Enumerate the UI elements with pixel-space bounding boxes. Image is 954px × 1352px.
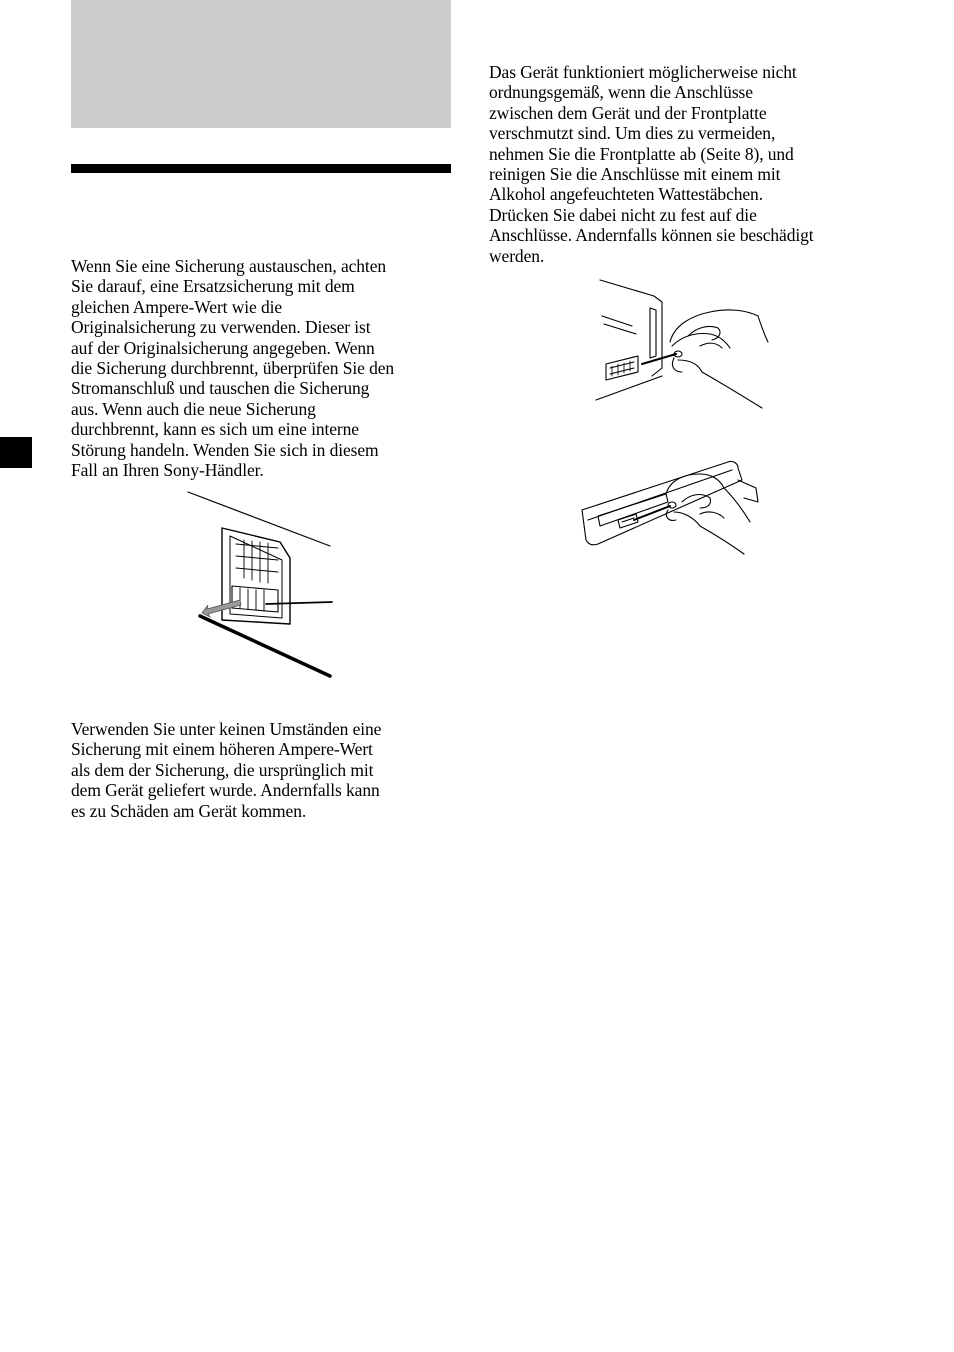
unit-connector-cleaning-illustration <box>592 276 772 411</box>
fuse-removal-illustration <box>180 488 340 683</box>
fuse-warning-text: Verwenden Sie unter keinen Umständen eine Sicherung mit einem höheren Ampere-Wert als dem der Sicherung, die ursprünglich mit dem Gerät geliefert wurde. Andernfalls kann es zu Schäden am Gerät kommen. <box>71 719 382 821</box>
front-panel-connector-cleaning-illustration <box>574 454 774 559</box>
connector-cleaning-text: Das Gerät funktioniert möglicherweise nicht ordnungsgemäß, wenn die Anschlüsse zwischen dem Gerät und der Frontplatte verschmutzt sind. Um dies zu vermeiden, nehmen Sie die Frontplatte ab (Seite 8), und reinigen Sie die Anschlüsse mit einem mit Alkohol angefeuchteten Wattestäbchen. Drücken Sie dabei nicht zu fest auf die Anschlüsse. Andernfalls können sie beschädigt werden. <box>489 62 814 266</box>
section-header-box <box>71 0 451 128</box>
fuse-replacement-text: Wenn Sie eine Sicherung austauschen, achten Sie darauf, eine Ersatzsicherung mit dem gleichen Ampere-Wert wie die Originalsicherung zu verwenden. Dieser ist auf der Originalsicherung angegeben. Wenn die Sicherung durchbrennt, überprüfen Sie den Stromanschluß und tauschen die Sicherung aus. Wenn auch die neue Sicherung durchbrennt, kann es sich um eine interne Störung handeln. Wenden Sie sich in diesem Fall an Ihren Sony-Händler. <box>71 256 395 481</box>
heading-rule <box>71 164 451 173</box>
page-tab-marker <box>0 437 32 468</box>
